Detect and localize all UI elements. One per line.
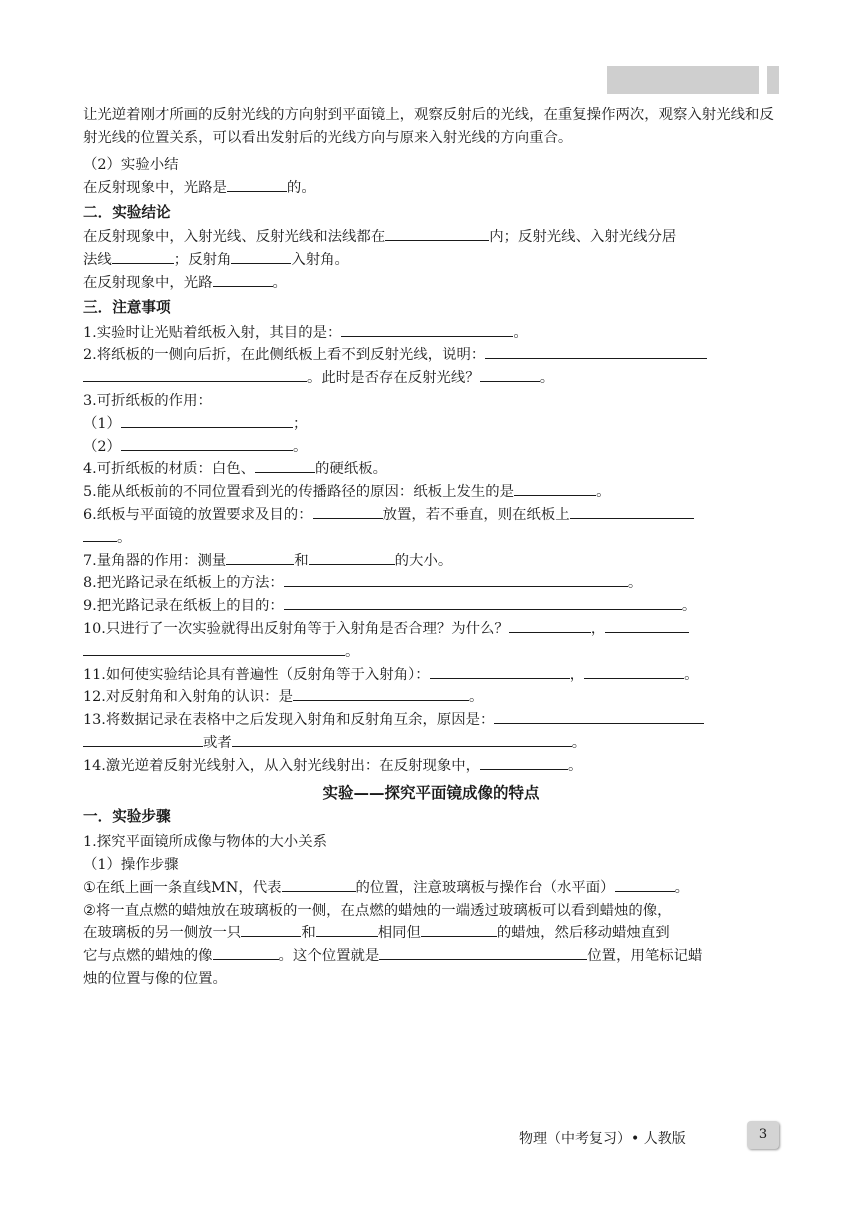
section-heading-steps: 一．实验步骤 bbox=[83, 808, 171, 826]
text: 10.只进行了一次实验就得出反射角等于入射角是否合理？为什么？ bbox=[83, 620, 509, 637]
text: 。 bbox=[539, 370, 555, 387]
page-content bbox=[83, 104, 779, 991]
fill-blank[interactable] bbox=[282, 877, 356, 892]
note-12 bbox=[83, 686, 779, 709]
text: （1） bbox=[83, 415, 121, 432]
fill-blank[interactable] bbox=[83, 367, 307, 382]
text: 的位置，注意玻璃板与操作台（水平面） bbox=[355, 879, 615, 896]
note-3-item-1 bbox=[83, 413, 779, 436]
text: 在反射现象中，入射光线、反射光线和法线都在 bbox=[83, 229, 386, 246]
text: 位置，用笔标记蜡 bbox=[587, 948, 703, 965]
note-13-cont bbox=[83, 732, 779, 755]
text: 的大小。 bbox=[394, 552, 453, 569]
fill-blank[interactable] bbox=[421, 922, 497, 937]
fill-blank[interactable] bbox=[231, 249, 291, 264]
note-2 bbox=[83, 344, 779, 367]
text: ； bbox=[292, 415, 308, 432]
fill-blank[interactable] bbox=[385, 226, 489, 241]
text: 内；反射光线、入射光线分居 bbox=[489, 229, 677, 246]
conclusion-line-2 bbox=[83, 249, 779, 272]
fill-blank[interactable] bbox=[232, 732, 572, 747]
text: 1.实验时让光贴着纸板入射，其目的是： bbox=[83, 324, 342, 341]
text: 。 bbox=[345, 643, 360, 660]
text: 在反射现象中，光路 bbox=[83, 274, 213, 291]
step-item-2 bbox=[83, 900, 779, 923]
text: 。 bbox=[513, 324, 528, 341]
fill-blank[interactable] bbox=[284, 572, 628, 587]
fill-blank[interactable] bbox=[615, 877, 675, 892]
text: 在玻璃板的另一侧放一只 bbox=[83, 925, 242, 942]
text: 在纸上画一条直线MN，代表 bbox=[95, 879, 282, 896]
fill-blank[interactable] bbox=[241, 922, 301, 937]
text: 。 bbox=[292, 438, 308, 455]
fill-blank[interactable] bbox=[227, 177, 287, 192]
fill-blank[interactable] bbox=[509, 618, 591, 633]
text: ；反射角 bbox=[173, 252, 232, 269]
page-number: 3 bbox=[747, 1121, 779, 1149]
fill-blank[interactable] bbox=[213, 272, 273, 287]
note-4 bbox=[83, 458, 779, 481]
fill-blank[interactable] bbox=[121, 413, 293, 428]
text: 5.能从纸板前的不同位置看到光的传播路径的原因：纸板上发生的是 bbox=[83, 484, 515, 501]
experiment-title: 实验——探究平面镜成像的特点 bbox=[322, 783, 540, 802]
text: 。 bbox=[272, 274, 287, 291]
text: 的硬纸板。 bbox=[315, 461, 387, 478]
conclusion-line-1 bbox=[83, 226, 779, 249]
note-13 bbox=[83, 709, 779, 732]
fill-blank[interactable] bbox=[226, 550, 294, 565]
header-decoration bbox=[607, 66, 759, 94]
note-3-item-2 bbox=[83, 436, 779, 459]
text: 14.激光逆着反射光线射入，从入射光线射出：在反射现象中， bbox=[83, 757, 481, 774]
fill-blank[interactable] bbox=[485, 344, 707, 359]
note-9 bbox=[83, 595, 779, 618]
text: 在反射现象中，光路是 bbox=[83, 179, 227, 196]
fill-blank[interactable] bbox=[584, 664, 684, 679]
fill-blank[interactable] bbox=[255, 458, 315, 473]
text: 的蜡烛，然后移动蜡烛直到 bbox=[496, 925, 670, 942]
text: 。 bbox=[468, 689, 484, 706]
fill-blank[interactable] bbox=[494, 709, 704, 724]
fill-blank[interactable] bbox=[480, 755, 568, 770]
fill-blank[interactable] bbox=[121, 436, 293, 451]
note-11 bbox=[83, 664, 779, 687]
fill-blank[interactable] bbox=[514, 481, 596, 496]
text: 放置，若不垂直，则在纸板上 bbox=[382, 506, 570, 523]
step-1: 1.探究平面镜所成像与物体的大小关系 bbox=[83, 834, 327, 851]
text: 9.把光路记录在纸板上的目的： bbox=[83, 598, 284, 615]
text: 或者 bbox=[203, 734, 232, 751]
text: 。 bbox=[684, 666, 699, 683]
footer-book-title: 物理（中考复习）• 人教版 bbox=[519, 1131, 686, 1147]
text: 法线 bbox=[83, 252, 112, 269]
fill-blank[interactable] bbox=[83, 641, 345, 656]
note-3: 3.可折纸板的作用： bbox=[83, 392, 212, 409]
note-7 bbox=[83, 550, 779, 573]
step-item-2-line-3 bbox=[83, 945, 779, 968]
text: 。此时是否存在反射光线？ bbox=[307, 370, 480, 387]
note-10 bbox=[83, 618, 779, 641]
note-10-cont bbox=[83, 641, 779, 664]
fill-blank[interactable] bbox=[83, 732, 203, 747]
fill-blank[interactable] bbox=[480, 367, 540, 382]
text: ， bbox=[569, 666, 585, 683]
text: 4.可折纸板的材质：白色、 bbox=[83, 461, 256, 478]
text: 8.把光路记录在纸板上的方法： bbox=[83, 575, 284, 592]
paragraph-reverse-light: 让光逆着刚才所画的反射光线的方向射到平面镜上，观察反射后的光线，在重复操作两次，观察入射光线和反射光线的位置关系，可以看出发射后的光线方向与原来入射光线的方向重合。 bbox=[83, 107, 774, 146]
fill-blank[interactable] bbox=[341, 322, 513, 337]
text: 2.将纸板的一侧向后折，在此侧纸板上看不到反射光线，说明： bbox=[83, 347, 486, 364]
text: ， bbox=[590, 620, 606, 637]
note-1 bbox=[83, 322, 779, 345]
fill-blank[interactable] bbox=[313, 504, 383, 519]
text: 入射角。 bbox=[291, 252, 349, 269]
text: 。 bbox=[117, 529, 132, 546]
conclusion-line-3 bbox=[83, 272, 779, 295]
fill-blank[interactable] bbox=[83, 527, 117, 542]
text: 。这个位置就是 bbox=[278, 948, 380, 965]
circled-number-1: ① bbox=[83, 879, 96, 896]
fill-blank[interactable] bbox=[430, 664, 570, 679]
note-6-cont bbox=[83, 527, 779, 550]
text: 。 bbox=[681, 598, 697, 615]
text: 的。 bbox=[286, 179, 316, 196]
text: 。 bbox=[571, 734, 587, 751]
section-heading-conclusion: 二．实验结论 bbox=[83, 203, 171, 221]
text: 。 bbox=[596, 484, 611, 501]
text: 11.如何使实验结论具有普遍性（反射角等于入射角）： bbox=[83, 666, 430, 683]
text: 7.量角器的作用：测量 bbox=[83, 552, 227, 569]
note-6 bbox=[83, 504, 779, 527]
step-item-2-line-4: 烛的位置与像的位置。 bbox=[83, 970, 227, 987]
note-5 bbox=[83, 481, 779, 504]
text: （2） bbox=[83, 438, 121, 455]
summary-line bbox=[83, 177, 779, 200]
text: 和 bbox=[301, 925, 316, 942]
fill-blank[interactable] bbox=[570, 504, 694, 519]
text: 。 bbox=[674, 879, 689, 896]
step-item-1 bbox=[83, 877, 779, 900]
text: 将一直点燃的蜡烛放在玻璃板的一侧，在点燃的蜡烛的一端透过玻璃板可以看到蜡烛的像， bbox=[95, 902, 672, 919]
text: 。 bbox=[568, 757, 583, 774]
fill-blank[interactable] bbox=[112, 249, 174, 264]
text: 12.对反射角和入射角的认识：是 bbox=[83, 689, 293, 706]
step-item-2-line-2 bbox=[83, 922, 779, 945]
section-heading-notes: 三．注意事项 bbox=[83, 298, 171, 316]
note-8 bbox=[83, 572, 779, 595]
circled-number-2: ② bbox=[83, 902, 96, 919]
note-14 bbox=[83, 755, 779, 778]
text: 相同但 bbox=[377, 925, 421, 942]
text: 6.纸板与平面镜的放置要求及目的： bbox=[83, 506, 313, 523]
text: 13.将数据记录在表格中之后发现入射角和反射角互余，原因是： bbox=[83, 712, 495, 729]
text: 和 bbox=[294, 552, 309, 569]
note-2-cont bbox=[83, 367, 779, 390]
header-decoration-end bbox=[767, 66, 779, 94]
fill-blank[interactable] bbox=[316, 922, 378, 937]
fill-blank[interactable] bbox=[284, 595, 682, 610]
text: 它与点燃的蜡烛的像 bbox=[83, 948, 213, 965]
step-1-sub: （1）操作步骤 bbox=[83, 856, 179, 873]
subsection-summary: （2）实验小结 bbox=[83, 157, 179, 173]
fill-blank[interactable] bbox=[293, 686, 469, 701]
fill-blank[interactable] bbox=[213, 945, 279, 960]
fill-blank[interactable] bbox=[605, 618, 689, 633]
fill-blank[interactable] bbox=[309, 550, 395, 565]
text: 。 bbox=[627, 575, 643, 592]
fill-blank[interactable] bbox=[379, 945, 587, 960]
